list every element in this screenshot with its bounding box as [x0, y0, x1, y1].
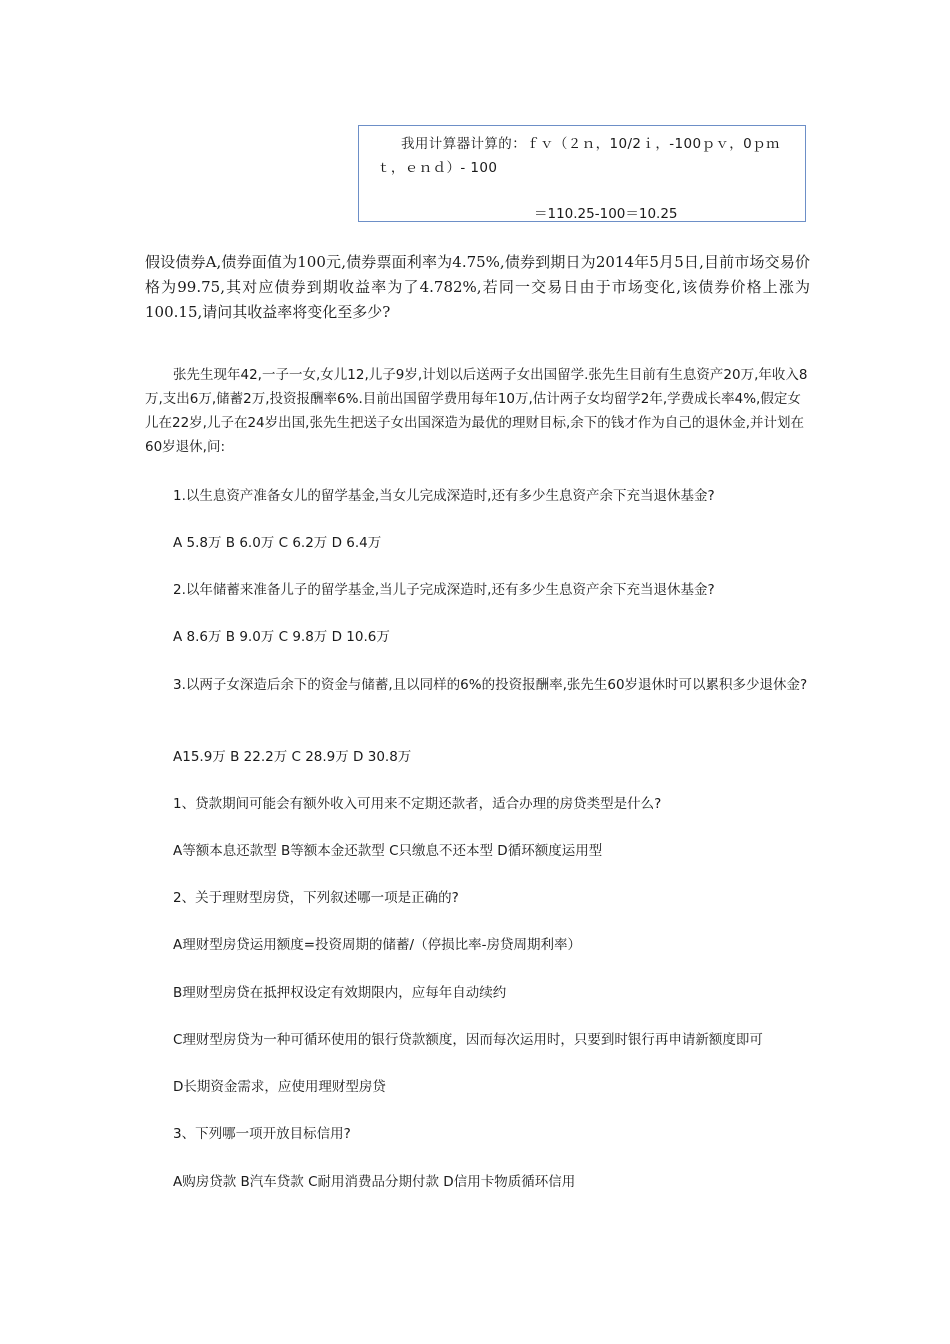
loan-question-2-option-a: A理财型房贷运用额度=投资周期的储蓄/（停损比率-房贷周期利率）: [173, 937, 581, 953]
case-question-2: 2.以年储蓄来准备儿子的留学基金,当儿子完成深造时,还有多少生息资产余下充当退休基金?: [173, 582, 715, 598]
calc-result: ＝110.25-100＝10.25: [534, 206, 678, 222]
loan-question-1-options: A等额本息还款型 B等额本金还款型 C只缴息不还本型 D循环额度运用型: [173, 843, 603, 859]
loan-question-3: 3、下列哪一项开放目标信用?: [173, 1126, 351, 1142]
loan-question-2-option-d: D长期资金需求，应使用理财型房贷: [173, 1079, 386, 1095]
loan-question-2: 2、关于理财型房贷，下列叙述哪一项是正确的?: [173, 890, 459, 906]
case-question-3: 3.以两子女深造后余下的资金与储蓄,且以同样的6%的投资报酬率,张先生60岁退休时可以累积多少退休金?: [173, 677, 808, 693]
calc-formula-line1: 我用计算器计算的：ｆｖ（２ｎ，10/2ｉ，-100ｐｖ，0ｐｍ: [401, 136, 780, 152]
loan-question-2-option-c: C理财型房贷为一种可循环使用的银行贷款额度，因而每次运用时，只要到时银行再申请新额度即可: [173, 1032, 763, 1048]
loan-question-2-option-b: B理财型房贷在抵押权设定有效期限内，应每年自动续约: [173, 985, 507, 1001]
bond-question: 假设债券A,债券面值为100元,债券票面利率为4.75%,债券到期日为2014年5月5日,目前市场交易价格为99.75,其对应债券到期收益率为了4.782%,若同一交易日由于市场变化,该债券价格上涨为100.15,请问其收益率将变化至多少?: [145, 253, 810, 321]
case-question-1-options: A 5.8万 B 6.0万 C 6.2万 D 6.4万: [173, 535, 382, 551]
loan-question-1: 1、贷款期间可能会有额外收入可用来不定期还款者，适合办理的房贷类型是什么?: [173, 796, 662, 812]
case-intro: 张先生现年42,一子一女,女儿12,儿子9岁,计划以后送两子女出国留学.张先生目前有生息资产20万,年收入8万,支出6万,储蓄2万,投资报酬率6%.目前出国留学费用每年10万,估计两子女均留学2年,学费成长率4%,假定女儿在22岁,儿子在24岁出国,张先生把送子女出国深造为最优的理财目标,余下的钱才作为自己的退休金,并计划在60岁退休,问:: [145, 367, 808, 455]
loan-question-3-options: A购房贷款 B汽车贷款 C耐用消费品分期付款 D信用卡物质循环信用: [173, 1174, 576, 1190]
calculator-note-box: [358, 125, 806, 222]
case-question-2-options: A 8.6万 B 9.0万 C 9.8万 D 10.6万: [173, 629, 390, 645]
case-question-1: 1.以生息资产准备女儿的留学基金,当女儿完成深造时,还有多少生息资产余下充当退休基金?: [173, 488, 715, 504]
calc-formula-line2: ｔ，ｅｎｄ）- 100: [377, 160, 498, 176]
case-question-3-options: A15.9万 B 22.2万 C 28.9万 D 30.8万: [173, 749, 412, 765]
